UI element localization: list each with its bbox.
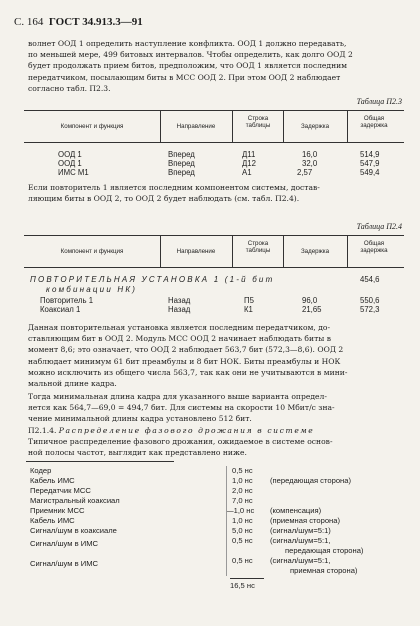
- paragraph-analysis: [28, 322, 404, 389]
- jitter-value: 5,0 нс: [232, 526, 253, 535]
- table-cell: 454,6: [360, 275, 380, 284]
- table-cell: 32,0: [302, 159, 318, 168]
- text-line: можно исключить из общего числа 563,7, так как они не учитываются в мини-: [28, 367, 348, 377]
- jitter-value: 0,5 нс: [232, 466, 253, 475]
- page-number: 164: [26, 16, 44, 28]
- text-line: согласно табл. П2.3.: [28, 83, 111, 93]
- table-cell: 572,3: [360, 305, 380, 314]
- text-line: яется как 564,7—69,0 = 494,7 бит. Для системы на скорости 10 Мбит/с зна-: [28, 403, 335, 413]
- table-divider: [232, 235, 233, 267]
- table-section-title: комбинации НК): [46, 285, 138, 294]
- text-line: Данная повторительная установка является последним передатчиком, до-: [28, 323, 331, 332]
- table-cell: ИМС М1: [58, 168, 89, 177]
- table-cell: Назад: [168, 296, 191, 305]
- text-line: передатчиком, посылающим биты в МСС ООД 2. При этом ООД 2 наблюдает: [28, 72, 341, 82]
- text-line: волнет ООД 1 определить наступление конфликта. ООД 1 должно передавать,: [28, 39, 347, 48]
- jitter-value: 1,0 нс: [232, 516, 253, 525]
- jitter-value: 7,0 нс: [232, 496, 253, 505]
- text-line: чение минимальной длины кадра установлено 512 бит.: [28, 414, 252, 424]
- table-section-title: ПОВТОРИТЕЛЬНАЯ УСТАНОВКА 1 (1-й бит: [30, 275, 275, 284]
- section-heading: [28, 425, 404, 436]
- jitter-name: Приемник МСС: [30, 506, 85, 515]
- table-header: Компонент и функция: [60, 248, 124, 255]
- table-caption: Таблица П2.3: [356, 97, 402, 106]
- page-prefix: С.: [14, 16, 25, 28]
- text-line: Если повторитель 1 является последним компонентом системы, достав-: [28, 183, 320, 192]
- table-cell: 96,0: [302, 296, 318, 305]
- text-line: ляющим биты в ООД 2, то ООД 2 будет наблюдать (см. табл. П2.4).: [28, 194, 300, 204]
- table-caption: Таблица П2.4: [356, 222, 402, 231]
- table-divider: [347, 110, 348, 142]
- text-line: момент 8,6; это означает, что ООД 2 наблюдает 563,7 бит (572,3—8,6). ООД 2: [28, 345, 344, 355]
- table-cell: 547,9: [360, 159, 380, 168]
- text-line: мальной длине кадра.: [28, 379, 117, 389]
- table-header: Направление: [176, 123, 216, 130]
- jitter-name: Сигнал/шум в ИМС: [30, 539, 98, 548]
- table-cell: Вперед: [168, 168, 195, 177]
- jitter-name: Сигнал/шум в коаксиале: [30, 526, 117, 535]
- table-header: Задержка: [300, 123, 330, 130]
- text-line: Тогда минимальная длина кадра для указанного выше варианта определ-: [28, 392, 327, 401]
- jitter-value: 2,0 нс: [232, 486, 253, 495]
- jitter-name: Кабель ИМС: [30, 476, 75, 485]
- table-cell: 550,6: [360, 296, 380, 305]
- table-cell: К1: [244, 305, 253, 314]
- sum-rule: [230, 578, 264, 579]
- list-rule: [26, 461, 174, 462]
- text-line: наблюдает минимум 61 бит преамбулы и 8 бит НОК. Биты преамбулы и НОК: [28, 356, 341, 366]
- table-cell: ООД 1: [58, 150, 82, 159]
- paragraph-jitter-section: [28, 425, 404, 459]
- table-cell: 16,0: [302, 150, 318, 159]
- list-divider: [226, 466, 227, 576]
- table-header: Компонент и функция: [60, 123, 124, 130]
- jitter-note: (сигнал/шум=5:1,: [270, 556, 331, 565]
- table-divider: [232, 110, 233, 142]
- table-cell: Коаксиал 1: [40, 305, 81, 314]
- page-header: [14, 16, 143, 28]
- jitter-name: Кодер: [30, 466, 52, 475]
- table-cell: 2,57: [297, 168, 313, 177]
- jitter-note: (сигнал/шум=5:1,: [270, 536, 331, 545]
- table-rule: [24, 267, 404, 268]
- section-title: Распределение фазового дрожания в системе: [58, 426, 315, 435]
- table-cell: 549,4: [360, 168, 380, 177]
- jitter-total: 16,5 нс: [230, 581, 255, 590]
- table-divider: [347, 235, 348, 267]
- table-cell: Д12: [242, 159, 256, 168]
- table-cell: ООД 1: [58, 159, 82, 168]
- section-number: П2.1.4.: [28, 426, 57, 435]
- table-header: Строка таблицы: [245, 240, 271, 255]
- jitter-value: 0,5 нс: [232, 536, 253, 545]
- text-line: ставляющим бит в ООД 2. Модуль МСС ООД 2 начинает наблюдать биты в: [28, 334, 331, 344]
- jitter-name: Сигнал/шум в ИМС: [30, 559, 98, 568]
- jitter-note: (сигнал/шум=5:1): [270, 526, 331, 535]
- table-header: Строка таблицы: [245, 115, 271, 130]
- jitter-note: (компенсация): [270, 506, 322, 515]
- jitter-name: Передатчик МСС: [30, 486, 91, 495]
- table-cell: Вперед: [168, 150, 195, 159]
- gost-label: ГОСТ: [48, 16, 80, 28]
- jitter-note: приемная сторона): [290, 566, 358, 575]
- paragraph-intro: [28, 38, 404, 94]
- jitter-value: 1,0 нс: [232, 476, 253, 485]
- standard-number: 34.913.3—91: [82, 16, 143, 28]
- text-line: ной полосы частот, выглядит как представлено ниже.: [28, 448, 247, 458]
- table-cell: Назад: [168, 305, 191, 314]
- jitter-note: передающая сторона): [285, 546, 364, 555]
- table-header: Задержка: [300, 248, 330, 255]
- jitter-name: Кабель ИМС: [30, 516, 75, 525]
- text-line: будет продолжать прием битов, предположим, что ООД 1 является последним: [28, 61, 348, 71]
- table-header: Направление: [176, 248, 216, 255]
- jitter-note: (передающая сторона): [270, 476, 351, 485]
- table-cell: Вперед: [168, 159, 195, 168]
- table-cell: П5: [244, 296, 254, 305]
- jitter-note: (приемная сторона): [270, 516, 340, 525]
- table-header: Общая задержка: [360, 240, 388, 255]
- jitter-name: Магистральный коаксиал: [30, 496, 120, 505]
- table-cell: 514,9: [360, 150, 380, 159]
- paragraph-repeater: [28, 182, 404, 204]
- table-cell: 21,65: [302, 305, 322, 314]
- text-line: Типичное распределение фазового дрожания, ожидаемое в системе основ-: [28, 437, 333, 447]
- table-header: Общая задержка: [360, 115, 388, 130]
- table-cell: Д11: [242, 150, 256, 159]
- jitter-value: 0,5 нс: [232, 556, 253, 565]
- table-cell: Повторитель 1: [40, 296, 94, 305]
- table-cell: А1: [242, 168, 252, 177]
- paragraph-min-frame: [28, 391, 404, 425]
- jitter-value: —1,0 нс: [226, 506, 255, 515]
- table-rule: [24, 142, 404, 143]
- text-line: по меньшей мере, 499 битовых интервалов. Чтобы определить, как долго ООД 2: [28, 50, 353, 60]
